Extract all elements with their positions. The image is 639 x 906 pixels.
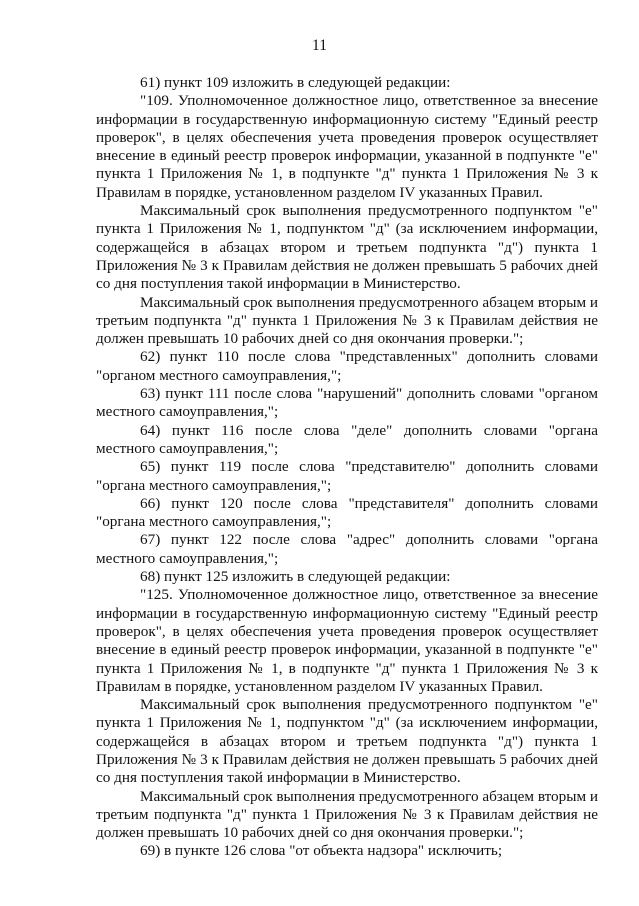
page-number: 11 bbox=[312, 37, 327, 54]
paragraph-item-62: 62) пункт 110 после слова "представленных" дополнить словами "органом местного самоуправления,"; bbox=[96, 348, 598, 384]
paragraph-point-125-deadline-5-days: Максимальный срок выполнения предусмотренного подпунктом "е" пункта 1 Приложения № 1, подпунктом "д" (за исключением информации, содержащейся в абзацах втором и третьем подпункта "д") пункта 1 Приложения № 3 к Правилам действия не должен превышать 5 рабочих дней со дня поступления такой информации в Министерство. bbox=[96, 696, 598, 787]
document-body bbox=[96, 74, 598, 861]
paragraph-item-67: 67) пункт 122 после слова "адрес" дополнить словами "органа местного самоуправления,"; bbox=[96, 531, 598, 567]
paragraph-point-109-deadline-5-days: Максимальный срок выполнения предусмотренного подпунктом "е" пункта 1 Приложения № 1, подпунктом "д" (за исключением информации, содержащейся в абзацах втором и третьем подпункта "д") пункта 1 Приложения № 3 к Правилам действия не должен превышать 5 рабочих дней со дня поступления такой информации в Министерство. bbox=[96, 202, 598, 293]
paragraph-item-64: 64) пункт 116 после слова "деле" дополнить словами "органа местного самоуправления,"; bbox=[96, 421, 598, 457]
paragraph-item-68-heading: 68) пункт 125 изложить в следующей редакции: bbox=[140, 568, 451, 586]
paragraph-item-61-heading: 61) пункт 109 изложить в следующей редакции: bbox=[140, 74, 451, 91]
paragraph-point-125-deadline-10-days: Максимальный срок выполнения предусмотренного абзацем вторым и третьим подпункта "д" пункта 1 Приложения № 3 к Правилам действия не должен превышать 10 рабочих дней со дня окончания проверки."; bbox=[96, 787, 598, 842]
paragraph-point-109-text: "109. Уполномоченное должностное лицо, ответственное за внесение информации в государственную информационную систему "Единый реестр проверок", в целях обеспечения учета проведения проверок осуществляет внесение в единый реестр проверок информации, указанной в подпункте "е" пункта 1 Приложения № 1, в подпункте "д" пункта 1 Приложения № 3 к Правилам в порядке, установленном разделом IV указанных Правил. bbox=[96, 92, 598, 201]
paragraph-point-125-text: "125. Уполномоченное должностное лицо, ответственное за внесение информации в государственную информационную систему "Единый реестр проверок", в целях обеспечения учета проведения проверок осуществляет внесение в единый реестр проверок информации, указанной в подпункте "е" пункта 1 Приложения № 1, в подпункте "д" пункта 1 Приложения № 3 к Правилам в порядке, установленном разделом IV указанных Правил. bbox=[96, 586, 598, 695]
paragraph-point-109-deadline-10-days: Максимальный срок выполнения предусмотренного абзацем вторым и третьим подпункта "д" пункта 1 Приложения № 3 к Правилам действия не должен превышать 10 рабочих дней со дня окончания проверки."; bbox=[96, 293, 598, 348]
paragraph-item-69: 69) в пункте 126 слова "от объекта надзора" исключить; bbox=[140, 842, 503, 860]
paragraph-item-63: 63) пункт 111 после слова "нарушений" дополнить словами "органом местного самоуправления,"; bbox=[96, 385, 598, 421]
paragraph-item-66: 66) пункт 120 после слова "представителя" дополнить словами "органа местного самоуправления,"; bbox=[96, 494, 598, 531]
paragraph-item-65: 65) пункт 119 после слова "представителю" дополнить словами "органа местного самоуправления,"; bbox=[96, 458, 598, 494]
